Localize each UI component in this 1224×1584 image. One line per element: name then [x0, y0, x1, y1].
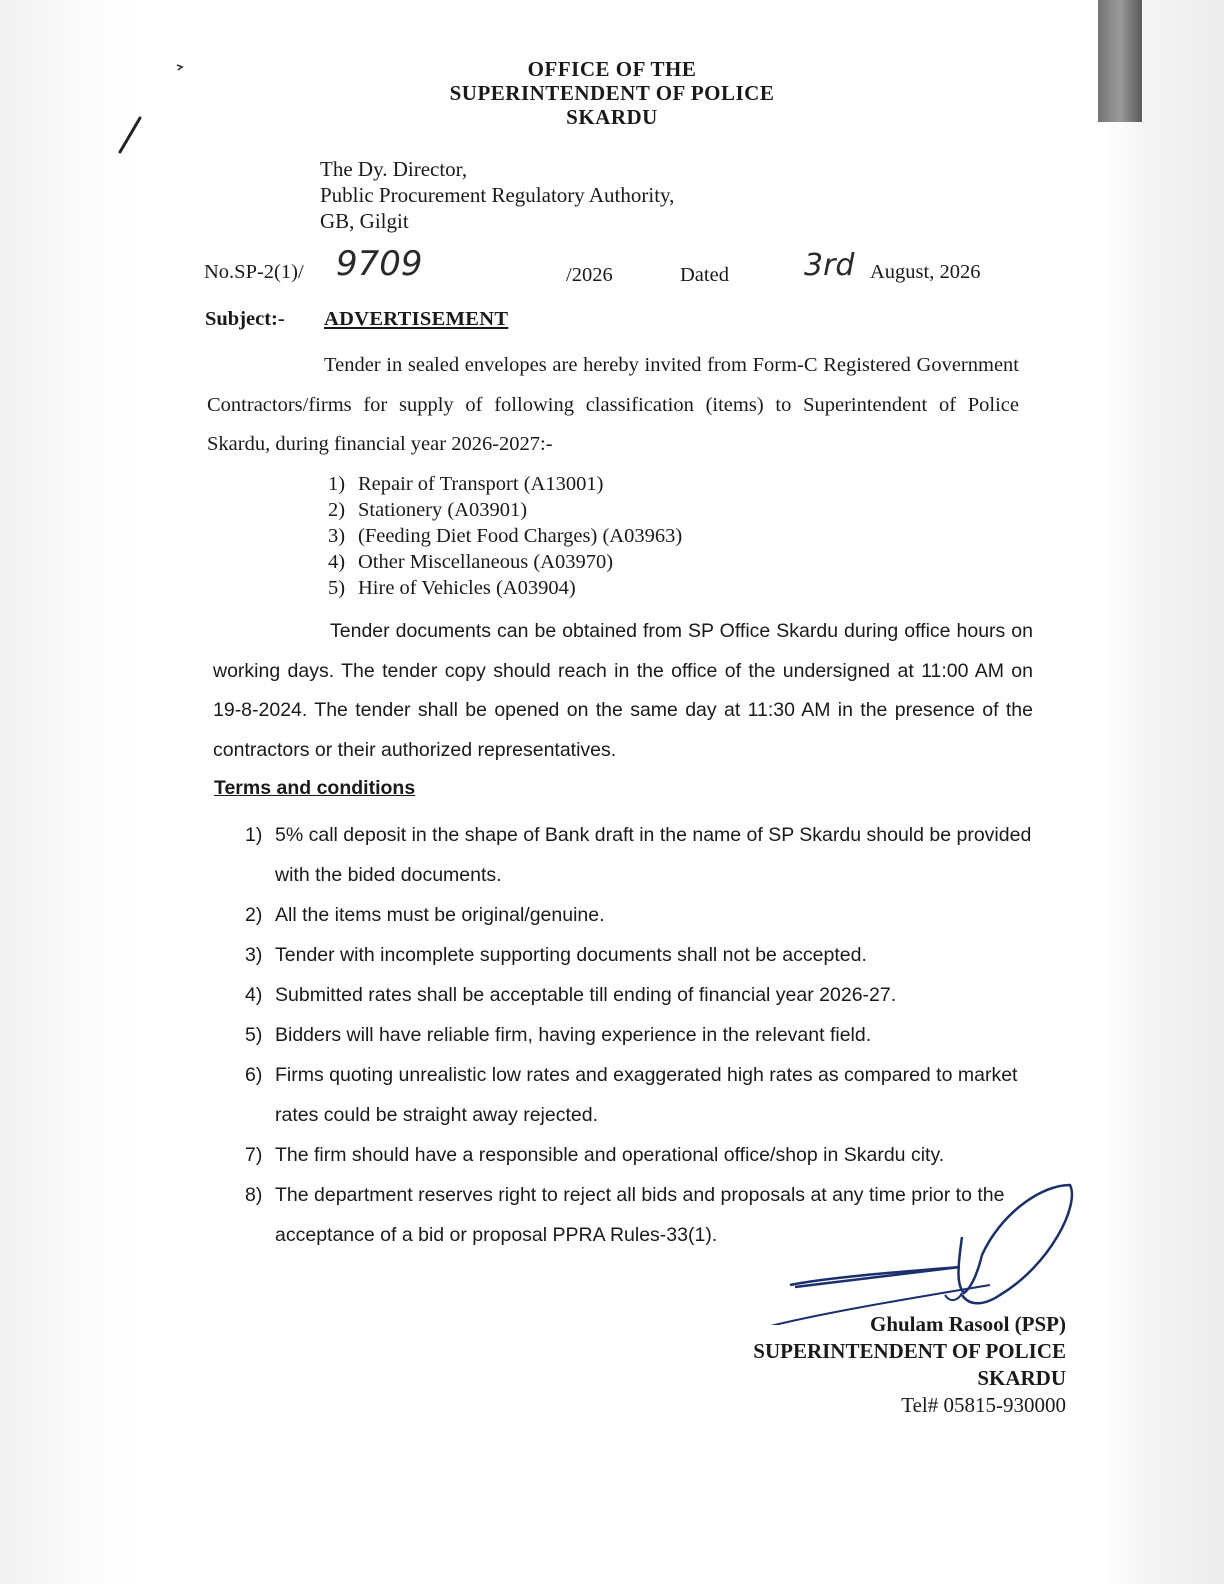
term-item	[245, 815, 1055, 895]
terms-heading: Terms and conditions	[214, 777, 416, 799]
header-line-3: SKARDU	[566, 105, 658, 129]
term-text: All the items must be original/genuine.	[275, 904, 605, 926]
item-row	[328, 523, 682, 549]
dated-label: Dated	[680, 264, 729, 286]
term-number: 6)	[245, 1064, 263, 1086]
recipient-line-2: Public Procurement Regulatory Authority,	[320, 183, 675, 207]
recipient-line-1: The Dy. Director,	[320, 157, 468, 181]
header-line-2: SUPERINTENDENT OF POLICE	[449, 81, 775, 105]
reference-year: /2026	[566, 264, 613, 286]
item-row	[328, 497, 527, 523]
term-item	[245, 1015, 1055, 1055]
item-row	[328, 471, 603, 497]
reference-prefix: No.SP-2(1)/	[204, 261, 304, 283]
recipient-line-3: GB, Gilgit	[320, 209, 409, 233]
recipient-address	[320, 156, 674, 234]
item-text: Repair of Transport (A13001)	[358, 473, 604, 495]
term-number: 5)	[245, 1024, 263, 1046]
documents-paragraph	[213, 612, 1033, 770]
item-row	[328, 575, 576, 601]
documents-text: Tender documents can be obtained from SP Office Skardu during office hours on working days. The tender copy should reach in the office of the undersigned at 11:00 AM on 19-8-2024. The tender shall be opened on the same day at 11:30 AM in the presence of the contractors or their authorized representatives.	[213, 620, 1033, 761]
item-text: Other Miscellaneous (A03970)	[358, 551, 614, 573]
term-text: The firm should have a responsible and operational office/shop in Skardu city.	[275, 1144, 945, 1166]
office-header	[0, 57, 1224, 129]
date-month-year: August, 2026	[870, 261, 981, 283]
intro-paragraph	[207, 346, 1019, 465]
signature-block	[753, 1311, 1066, 1419]
item-text: (Feeding Diet Food Charges) (A03963)	[358, 525, 683, 547]
subject-label: Subject:-	[205, 308, 285, 330]
term-text: 5% call deposit in the shape of Bank draft in the name of SP Skardu should be provided with the bided documents.	[275, 824, 1032, 886]
term-text: Bidders will have reliable firm, having experience in the relevant field.	[275, 1024, 872, 1046]
item-text: Stationery (A03901)	[358, 499, 528, 521]
item-text: Hire of Vehicles (A03904)	[358, 577, 576, 599]
term-text: Firms quoting unrealistic low rates and exaggerated high rates as compared to market rates could be straight away rejected.	[275, 1064, 1018, 1126]
term-text: Submitted rates shall be acceptable till ending of financial year 2026-27.	[275, 984, 897, 1006]
term-number: 2)	[245, 904, 263, 926]
item-number: 5)	[328, 577, 346, 599]
term-item	[245, 1135, 1055, 1175]
signatory-location: SKARDU	[977, 1366, 1066, 1390]
term-number: 8)	[245, 1184, 263, 1206]
item-row	[328, 549, 613, 575]
term-number: 4)	[245, 984, 263, 1006]
date-day-handwritten: 3rd	[804, 248, 855, 283]
term-text: The department reserves right to reject all bids and proposals at any time prior to the acceptance of a bid or proposal PPRA Rules-33(1).	[275, 1184, 1005, 1246]
term-text: Tender with incomplete supporting documents shall not be accepted.	[275, 944, 867, 966]
signatory-telephone: Tel# 05815-930000	[901, 1393, 1066, 1417]
signatory-title: SUPERINTENDENT OF POLICE	[753, 1339, 1066, 1363]
item-number: 2)	[328, 499, 346, 521]
header-line-1: OFFICE OF THE	[527, 57, 697, 81]
term-item	[245, 895, 1055, 935]
item-number: 3)	[328, 525, 346, 547]
item-number: 4)	[328, 551, 346, 573]
subject-title: ADVERTISEMENT	[324, 308, 509, 330]
handwritten-signature	[750, 1175, 1080, 1325]
term-number: 1)	[245, 824, 263, 846]
signatory-name: Ghulam Rasool (PSP)	[869, 1312, 1066, 1336]
term-item	[245, 1055, 1055, 1135]
term-number: 7)	[245, 1144, 263, 1166]
intro-text: Tender in sealed envelopes are hereby invited from Form-C Registered Government Contractors/firms for supply of following classification (items) to Superintendent of Police Skardu, during financial year 2026-2027:-	[207, 354, 1019, 455]
reference-number-handwritten: 9709	[336, 244, 423, 284]
term-item	[245, 975, 1055, 1015]
term-item	[245, 935, 1055, 975]
item-number: 1)	[328, 473, 346, 495]
term-number: 3)	[245, 944, 263, 966]
